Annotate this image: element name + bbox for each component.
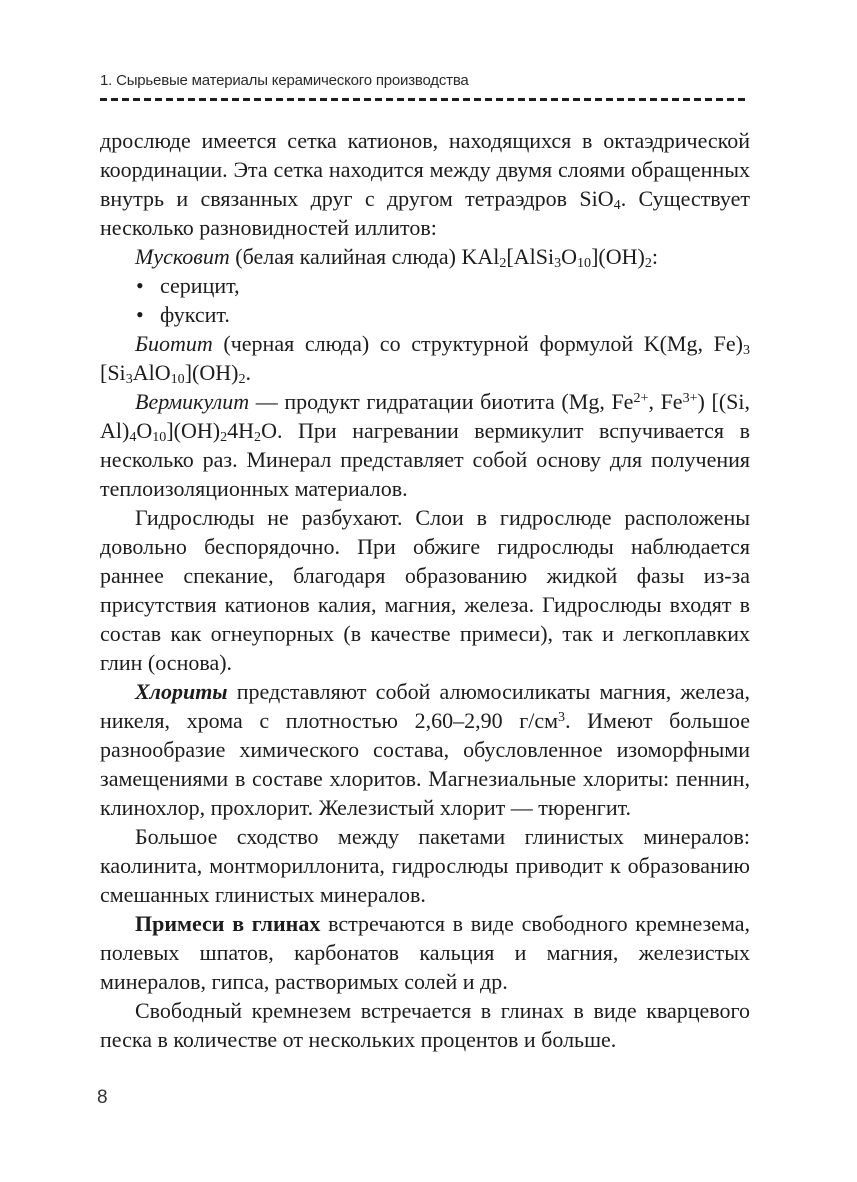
subscript: 3 xyxy=(554,255,562,272)
text-run: Большое сходство между пакетами глинистых минералов: каолинита, монтмориллонита, гидрослюды приводит к образованию смешанных глинистых минералов. xyxy=(100,824,750,907)
text-run: . xyxy=(245,360,252,385)
text-run: представляют собой алюмосиликаты магния, железа, никеля, хрома с плотностью 2,60–2,90 г/см xyxy=(100,679,750,733)
subscript: 3 xyxy=(125,371,133,388)
subscript: 2 xyxy=(254,429,262,446)
text-run: O. При нагревании вермикулит вспучивается в несколько раз. Минерал представляет собой основу для получения теплоизоляционных материалов. xyxy=(100,418,750,501)
paragraph-vermiculite xyxy=(100,387,750,503)
paragraph-impurities xyxy=(100,909,750,996)
bullet-list xyxy=(100,271,750,329)
paragraph-chlorites xyxy=(100,677,750,822)
bullet-item: • фуксит. xyxy=(100,300,750,329)
text-run: Биотит xyxy=(135,331,213,356)
header-dashed-rule xyxy=(100,98,748,101)
paragraph-hydromica xyxy=(100,503,750,677)
text-run: Примеси в глинах xyxy=(135,911,321,936)
subscript: 4 xyxy=(129,429,137,446)
text-run: [Si xyxy=(100,360,126,385)
text-run: 4H xyxy=(227,418,255,443)
text-run: (черная слюда) со структурной формулой K(Mg, Fe) xyxy=(212,331,743,356)
text-run: ](OH) xyxy=(184,360,239,385)
text-run: Мусковит xyxy=(135,244,230,269)
text-run: Гидрослюды не разбухают. Слои в гидрослюде расположены довольно беспорядочно. При обжиге гидрослюды наблюдается раннее спекание, благодаря образованию жидкой фазы из-за присутствия катионов калия, магния, железа. Гидрослюды входят в состав как огнеупорных (в качестве примеси), так и легкоплавких глин (основа). xyxy=(100,505,750,675)
text-run: O xyxy=(561,244,578,269)
text-run: AlO xyxy=(132,360,171,385)
text-run: , Fe xyxy=(648,389,683,414)
text-run: ](OH) xyxy=(166,418,221,443)
text-run: ) [(Si, Al) xyxy=(100,389,750,443)
superscript: 3 xyxy=(558,708,566,725)
paragraph-biotite xyxy=(100,329,750,387)
paragraph-free-silica xyxy=(100,996,750,1054)
text-run: . Имеют большое разнообразие химического состава, обусловленное изоморфными замещениями в составе хлоритов. Магнезиальные хлориты: пеннин, клинохлор, прохлорит. Железистый хлорит — тюренгит. xyxy=(100,708,750,820)
text-run: : xyxy=(651,244,659,269)
subscript: 2 xyxy=(238,371,246,388)
subscript: 3 xyxy=(742,342,750,359)
paragraph-muscovite xyxy=(100,242,750,271)
text-run: Свободный кремнезем встречается в глинах в виде кварцевого песка в количестве от нескольких процентов и больше. xyxy=(100,998,750,1052)
text-run: . Существует несколько разновидностей иллитов: xyxy=(100,186,750,240)
bullet-item: • серицит, xyxy=(100,271,750,300)
subscript: 2 xyxy=(220,429,228,446)
paragraph-illite-continuation xyxy=(100,126,750,242)
text-run: [AlSi xyxy=(506,244,555,269)
text-run: дрослюде имеется сетка катионов, находящихся в октаэдрической координации. Эта сетка находится между двумя слоями обращенных внутрь и связанных друг с другом тетраэдров SiO xyxy=(100,128,750,211)
page-body xyxy=(100,126,750,1054)
superscript: 2+ xyxy=(633,389,649,406)
text-run: ](OH) xyxy=(591,244,645,269)
paragraph-similarity xyxy=(100,822,750,909)
running-header: 1. Сырьевые материалы керамического производства xyxy=(100,72,469,89)
text-run: — продукт гидратации биотита (Mg, Fe xyxy=(249,389,634,414)
subscript: 4 xyxy=(613,197,621,214)
text-run: Хлориты xyxy=(135,679,228,704)
subscript: 10 xyxy=(170,371,185,388)
subscript: 10 xyxy=(152,429,167,446)
superscript: 3+ xyxy=(682,389,698,406)
text-run: встречаются в виде свободного кремнезема, полевых шпатов, карбонатов кальция и магния, железистых минералов, гипса, растворимых солей и др. xyxy=(100,911,750,994)
text-run: (белая калийная слюда) KAl xyxy=(229,244,500,269)
subscript: 2 xyxy=(499,255,507,272)
subscript: 2 xyxy=(644,255,652,272)
text-run: O xyxy=(136,418,153,443)
page-number: 8 xyxy=(97,1087,108,1108)
subscript: 10 xyxy=(577,255,592,272)
text-run: Вермикулит xyxy=(135,389,250,414)
